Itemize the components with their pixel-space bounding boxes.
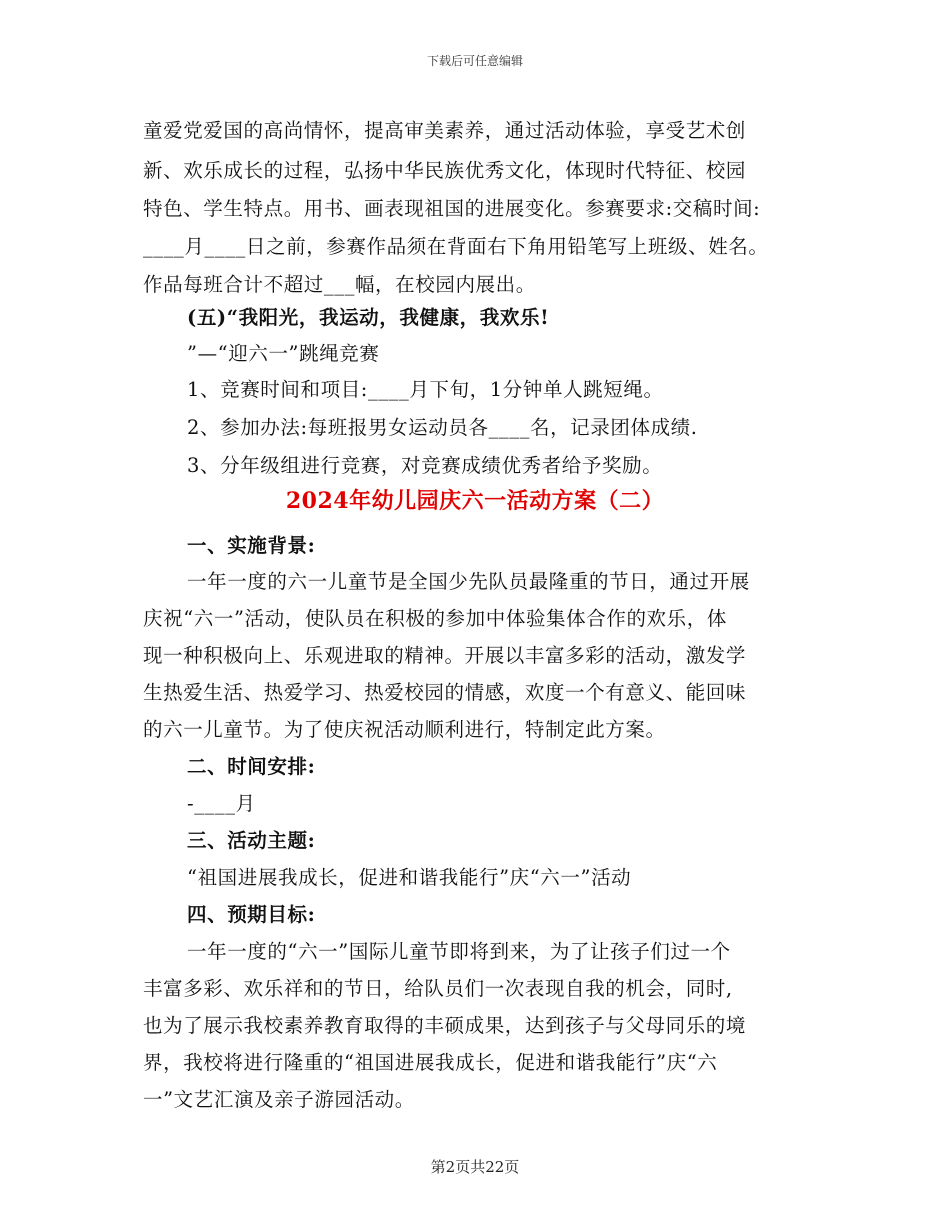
body-line: 一年一度的“六一”国际儿童节即将到来，为了让孩子们过一个 xyxy=(187,940,731,963)
body-line: 一”文艺汇演及亲子游园活动。 xyxy=(143,1088,415,1111)
body-line: 一年一度的六一儿童节是全国少先队员最隆重的节日，通过开展 xyxy=(187,570,750,593)
section-1-heading: 一、实施背景: xyxy=(187,534,316,557)
section-4-heading: 四、预期目标: xyxy=(187,903,316,926)
body-line: 的六一儿童节。为了使庆祝活动顺利进行，特制定此方案。 xyxy=(143,718,666,741)
body-line: ____月____日之前，参赛作品须在背面右下角用铅笔写上班级、姓名。 xyxy=(143,235,769,258)
body-line: 也为了展示我校素养教育取得的丰硕成果，达到孩子与父母同乐的境 xyxy=(143,1014,747,1037)
section-5-heading: (五)“我阳光，我运动，我健康，我欢乐! xyxy=(187,306,550,329)
body-line: 童爱党爱国的高尚情怀，提高审美素养，通过活动体验，享受艺术创 xyxy=(143,119,747,142)
body-line: “祖国进展我成长，促进和谐我能行”庆“六一”活动 xyxy=(187,866,632,889)
section-2-heading: 二、时间安排: xyxy=(187,755,316,778)
list-item: 3、分年级组进行竞赛，对竞赛成绩优秀者给予奖励。 xyxy=(187,454,663,477)
body-line: 庆祝“六一”活动，使队员在积极的参加中体验集体合作的欢乐，体 xyxy=(143,607,727,630)
body-line: 现一种积极向上、乐观进取的精神。开展以丰富多彩的活动，激发学 xyxy=(143,644,747,667)
page-footer: 第2页共22页 xyxy=(430,1158,520,1176)
document-title: 2024年幼儿园庆六一活动方案（二） xyxy=(285,488,665,514)
page-header: 下载后可任意编辑 xyxy=(426,54,523,68)
list-item: 2、参加办法:每班报男女运动员各____名，记录团体成绩. xyxy=(187,416,698,439)
list-item: 1、竞赛时间和项目:____月下旬，1分钟单人跳短绳。 xyxy=(187,378,664,401)
body-line: 界，我校将进行隆重的“祖国进展我成长，促进和谐我能行”庆“六 xyxy=(143,1051,718,1074)
body-line: 生热爱生活、热爱学习、热爱校园的情感，欢度一个有意义、能回味 xyxy=(143,681,747,704)
body-line: 特色、学生特点。用书、画表现祖国的进展变化。参赛要求:交稿时间: xyxy=(143,197,761,220)
body-line: 新、欢乐成长的过程，弘扬中华民族优秀文化，体现时代特征、校园 xyxy=(143,159,747,182)
body-line: 丰富多彩、欢乐祥和的节日，给队员们一次表现自我的机会，同时, xyxy=(143,977,733,1000)
body-line: ”—“迎六一”跳绳竞赛 xyxy=(187,342,380,365)
section-3-heading: 三、活动主题: xyxy=(187,829,316,852)
body-line: -____月 xyxy=(187,792,256,815)
body-line: 作品每班合计不超过___幅，在校园内展出。 xyxy=(143,273,536,296)
